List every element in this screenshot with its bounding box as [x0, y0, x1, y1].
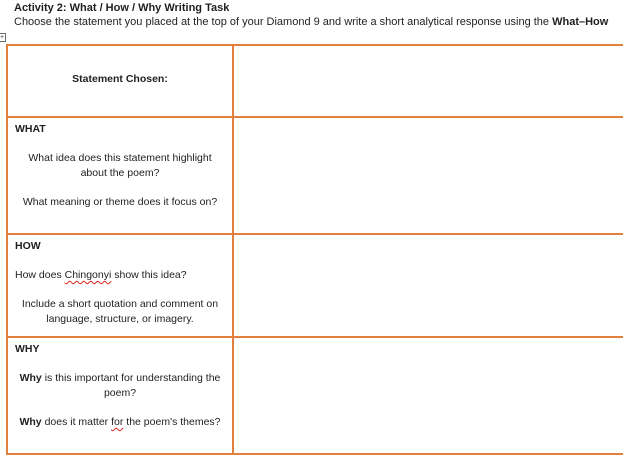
statement-answer-cell[interactable] [233, 45, 623, 117]
how-prompt-text-a: How does [15, 269, 65, 281]
how-label-cell [7, 234, 233, 337]
what-prompt-theme: What meaning or theme does it focus on? [22, 196, 218, 208]
activity-title: Activity 2: What / How / Why Writing Task [14, 2, 230, 14]
why-prompt2-bold: Why [19, 416, 42, 428]
instruction-text: Choose the statement you placed at the top of your Diamond 9 and write a short analytical response using the [14, 16, 553, 28]
how-answer-cell[interactable] [233, 234, 623, 337]
why-prompt-importance [8, 371, 232, 401]
statement-chosen-label: Statement Chosen: [72, 73, 168, 85]
table-row-what [7, 117, 623, 234]
how-prompt-show [8, 268, 232, 283]
activity-instruction [14, 15, 608, 29]
statement-label-cell [7, 45, 233, 117]
why-heading: WHY [15, 343, 40, 355]
why-prompt-themes [8, 415, 232, 430]
what-answer-cell[interactable] [233, 117, 623, 234]
table-row-why [7, 337, 623, 454]
how-prompt-quotation: Include a short quotation and comment on language, structure, or imagery. [21, 298, 219, 325]
why-prompt1-text: is this important for understanding the poem? [41, 372, 221, 399]
why-label-cell [7, 337, 233, 454]
why-prompt2-text-b: the poem's themes? [123, 416, 221, 428]
instruction-bold-tail: What–How [552, 16, 609, 28]
table-row-statement [7, 45, 623, 117]
why-answer-cell[interactable] [233, 337, 623, 454]
writing-task-table [6, 44, 623, 455]
how-heading: HOW [15, 240, 41, 252]
table-row-how [7, 234, 623, 337]
how-prompt-text-b: show this idea? [111, 269, 187, 281]
table-move-handle-icon[interactable]: + [0, 34, 5, 41]
what-label-cell [7, 117, 233, 234]
why-prompt1-bold: Why [19, 372, 42, 384]
why-prompt2-text-a: does it matter [41, 416, 112, 428]
what-prompt-idea: What idea does this statement highlight about the poem? [28, 152, 212, 179]
poet-name: Chingonyi [64, 269, 112, 281]
why-prompt2-for: for [111, 416, 124, 428]
what-heading: WHAT [15, 123, 46, 135]
